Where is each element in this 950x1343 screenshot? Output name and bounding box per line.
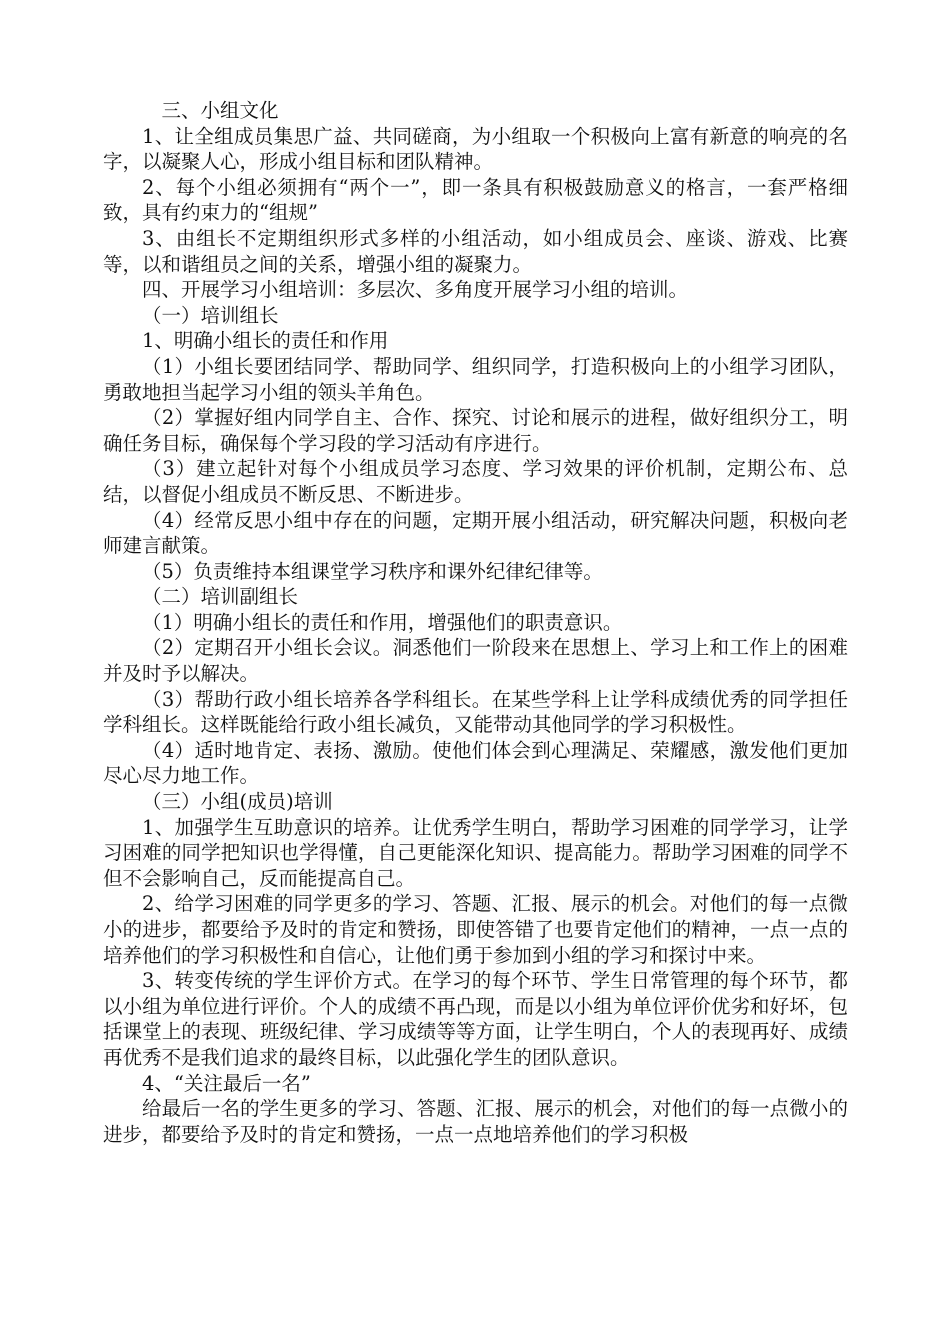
section-heading-group-culture: 三、小组文化: [161, 99, 279, 122]
paragraph: 3、转变传统的学生评价方式。在学习的每个环节、学生日常管理的每个环节，都以小组为单位进行评价。个人的成绩不再凸现，而是以小组为单位评价优劣和好坏，包括课堂上的表现、班级纪律、学习成绩等等方面，让学生明白，个人的表现再好、成绩再优秀不是我们追求的最终目标，以此强化学生的团队意识。: [103, 969, 848, 1069]
section-heading-training: 四、开展学习小组培训：多层次、多角度开展学习小组的培训。: [142, 278, 689, 302]
subsection-heading-deputy-training: （二）培训副组长: [142, 585, 299, 609]
paragraph: （1）小组长要团结同学、帮助同学、组织同学，打造积极向上的小组学习团队，勇敢地担当起学习小组的领头羊角色。: [103, 354, 848, 404]
paragraph: （2）掌握好组内同学自主、合作、探究、讨论和展示的进程，做好组织分工，明确任务目标，确保每个学习段的学习活动有序进行。: [103, 406, 848, 455]
paragraph: 2、给学习困难的同学更多的学习、答题、汇报、展示的机会。对他们的每一点微小的进步，都要给予及时的肯定和赞扬，即使答错了也要肯定他们的精神，一点一点的培养他们的学习积极性和自信心，让他们勇于参加到小组的学习和探讨中来。: [103, 892, 848, 967]
paragraph: （4）适时地肯定、表扬、激励。使他们体会到心理满足、荣耀感，激发他们更加尽心尽力地工作。: [103, 738, 848, 788]
paragraph: 2、每个小组必须拥有“两个一”，即一条具有积极鼓励意义的格言，一套严格细致，具有约束力的“组规”: [103, 175, 848, 225]
paragraph: （3）建立起针对每个小组成员学习态度、学习效果的评价机制，定期公布、总结，以督促小组成员不断反思、不断进步。: [103, 457, 848, 506]
paragraph: （3）帮助行政小组长培养各学科组长。在某些学科上让学科成绩优秀的同学担任学科组长。这样既能给行政小组长减负，又能带动其他同学的学习积极性。: [103, 687, 848, 737]
paragraph: 1、加强学生互助意识的培养。让优秀学生明白，帮助学习困难的同学学习，让学习困难的同学把知识也学得懂，自己更能深化知识、提高能力。帮助学习困难的同学不但不会影响自己，反而能提高自己。: [103, 815, 848, 890]
paragraph: 1、明确小组长的责任和作用: [142, 329, 389, 353]
paragraph: （2）定期召开小组长会议。洞悉他们一阶段来在思想上、学习上和工作上的困难并及时予以解决。: [103, 636, 848, 686]
paragraph: （4）经常反思小组中存在的问题，定期开展小组活动，研究解决问题，积极向老师建言献策。: [103, 508, 848, 558]
paragraph: （5）负责维持本组课堂学习秩序和课外纪律纪律等。: [142, 559, 603, 583]
paragraph: 1、让全组成员集思广益、共同磋商，为小组取一个积极向上富有新意的响亮的名字，以凝聚人心，形成小组目标和团队精神。: [103, 124, 848, 174]
paragraph: （1）明确小组长的责任和作用，增强他们的职责意识。: [142, 610, 623, 634]
document-body: [103, 98, 848, 1147]
paragraph: 3、由组长不定期组织形式多样的小组活动，如小组成员会、座谈、游戏、比赛等，以和谐组员之间的关系，增强小组的凝聚力。: [103, 226, 848, 276]
subsection-heading-leader-training: （一）培训组长: [142, 303, 279, 327]
paragraph: 给最后一名的学生更多的学习、答题、汇报、展示的机会，对他们的每一点微小的进步，都要给予及时的肯定和赞扬，一点一点地培养他们的学习积极: [103, 1097, 848, 1146]
subsection-heading-member-training: （三）小组(成员)培训: [142, 790, 333, 814]
paragraph: 4、“关注最后一名”: [142, 1071, 311, 1095]
